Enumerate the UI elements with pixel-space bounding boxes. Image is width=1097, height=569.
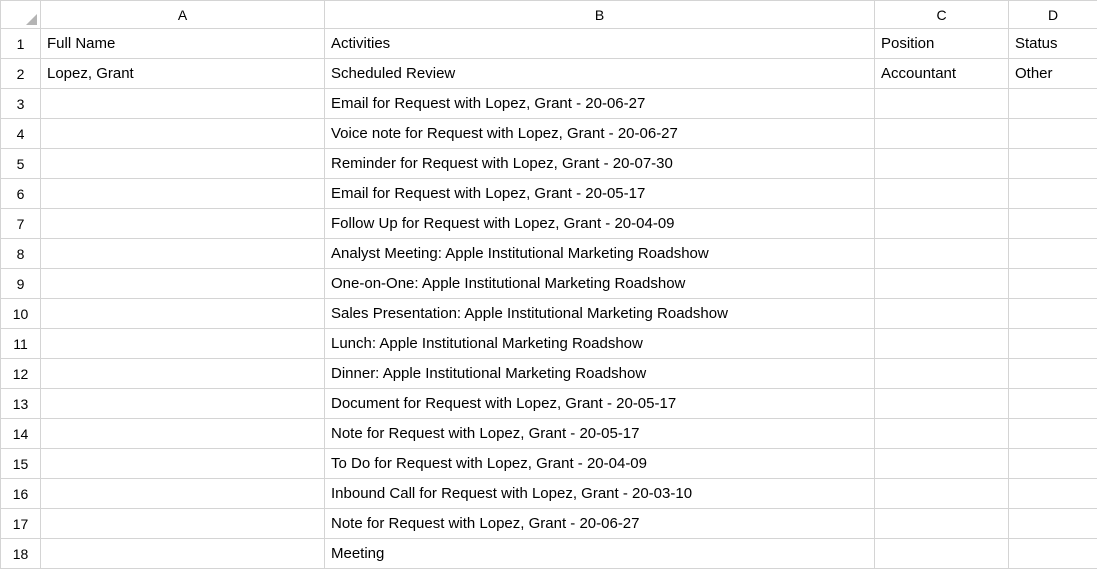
table-row[interactable]	[1, 119, 1097, 149]
cell-a11[interactable]	[41, 329, 325, 359]
cell-a16[interactable]	[41, 479, 325, 509]
row-header-15[interactable]: 15	[1, 449, 41, 479]
cell-c1[interactable]: Position	[875, 29, 1009, 59]
cell-a2[interactable]: Lopez, Grant	[41, 59, 325, 89]
row-header-7[interactable]: 7	[1, 209, 41, 239]
cell-d12[interactable]	[1009, 359, 1097, 389]
cell-d18[interactable]	[1009, 539, 1097, 569]
table-row[interactable]	[1, 29, 1097, 59]
cell-b11[interactable]: Lunch: Apple Institutional Marketing Roadshow	[325, 329, 875, 359]
table-row[interactable]	[1, 539, 1097, 569]
cell-c7[interactable]	[875, 209, 1009, 239]
cell-b1[interactable]: Activities	[325, 29, 875, 59]
cell-c18[interactable]	[875, 539, 1009, 569]
cell-b4[interactable]: Voice note for Request with Lopez, Grant - 20-06-27	[325, 119, 875, 149]
cell-c11[interactable]	[875, 329, 1009, 359]
column-header-a[interactable]: A	[41, 1, 325, 29]
cell-c16[interactable]	[875, 479, 1009, 509]
cell-a13[interactable]	[41, 389, 325, 419]
cell-d10[interactable]	[1009, 299, 1097, 329]
cell-b6[interactable]: Email for Request with Lopez, Grant - 20-05-17	[325, 179, 875, 209]
column-header-row	[1, 1, 1097, 29]
cell-d13[interactable]	[1009, 389, 1097, 419]
cell-b5[interactable]: Reminder for Request with Lopez, Grant - 20-07-30	[325, 149, 875, 179]
row-header-3[interactable]: 3	[1, 89, 41, 119]
row-header-17[interactable]: 17	[1, 509, 41, 539]
table-row[interactable]	[1, 449, 1097, 479]
table-row[interactable]	[1, 509, 1097, 539]
cell-a6[interactable]	[41, 179, 325, 209]
column-header-d[interactable]: D	[1009, 1, 1097, 29]
select-all-corner[interactable]	[1, 1, 41, 29]
row-header-8[interactable]: 8	[1, 239, 41, 269]
cell-c9[interactable]	[875, 269, 1009, 299]
table-row[interactable]	[1, 479, 1097, 509]
row-header-1[interactable]: 1	[1, 29, 41, 59]
cell-b16[interactable]: Inbound Call for Request with Lopez, Grant - 20-03-10	[325, 479, 875, 509]
cell-c17[interactable]	[875, 509, 1009, 539]
cell-a3[interactable]	[41, 89, 325, 119]
cell-a7[interactable]	[41, 209, 325, 239]
cell-a5[interactable]	[41, 149, 325, 179]
cell-c14[interactable]	[875, 419, 1009, 449]
column-header-c[interactable]: C	[875, 1, 1009, 29]
cell-b7[interactable]: Follow Up for Request with Lopez, Grant - 20-04-09	[325, 209, 875, 239]
cell-d6[interactable]	[1009, 179, 1097, 209]
cell-a4[interactable]	[41, 119, 325, 149]
cell-d16[interactable]	[1009, 479, 1097, 509]
row-header-18[interactable]: 18	[1, 539, 41, 569]
row-header-6[interactable]: 6	[1, 179, 41, 209]
row-header-12[interactable]: 12	[1, 359, 41, 389]
row-header-2[interactable]: 2	[1, 59, 41, 89]
table-row[interactable]	[1, 149, 1097, 179]
cell-d1[interactable]: Status	[1009, 29, 1097, 59]
cell-b8[interactable]: Analyst Meeting: Apple Institutional Marketing Roadshow	[325, 239, 875, 269]
cell-d5[interactable]	[1009, 149, 1097, 179]
cell-a17[interactable]	[41, 509, 325, 539]
cell-d2[interactable]: Other	[1009, 59, 1097, 89]
cell-b12[interactable]: Dinner: Apple Institutional Marketing Roadshow	[325, 359, 875, 389]
cell-d4[interactable]	[1009, 119, 1097, 149]
row-header-16[interactable]: 16	[1, 479, 41, 509]
corner-triangle-icon	[26, 14, 37, 25]
cell-c8[interactable]	[875, 239, 1009, 269]
cell-c5[interactable]	[875, 149, 1009, 179]
cell-b3[interactable]: Email for Request with Lopez, Grant - 20-06-27	[325, 89, 875, 119]
cell-d14[interactable]	[1009, 419, 1097, 449]
cell-b17[interactable]: Note for Request with Lopez, Grant - 20-06-27	[325, 509, 875, 539]
cell-a9[interactable]	[41, 269, 325, 299]
row-header-14[interactable]: 14	[1, 419, 41, 449]
cell-d3[interactable]	[1009, 89, 1097, 119]
cell-b13[interactable]: Document for Request with Lopez, Grant - 20-05-17	[325, 389, 875, 419]
cell-d7[interactable]	[1009, 209, 1097, 239]
cell-a10[interactable]	[41, 299, 325, 329]
row-header-4[interactable]: 4	[1, 119, 41, 149]
row-header-5[interactable]: 5	[1, 149, 41, 179]
row-header-10[interactable]: 10	[1, 299, 41, 329]
cell-a15[interactable]	[41, 449, 325, 479]
cell-c12[interactable]	[875, 359, 1009, 389]
sheet-body	[1, 29, 1097, 569]
cell-b9[interactable]: One-on-One: Apple Institutional Marketing Roadshow	[325, 269, 875, 299]
cell-d17[interactable]	[1009, 509, 1097, 539]
table-row[interactable]	[1, 89, 1097, 119]
row-header-11[interactable]: 11	[1, 329, 41, 359]
table-row[interactable]	[1, 209, 1097, 239]
cell-c2[interactable]: Accountant	[875, 59, 1009, 89]
cell-c10[interactable]	[875, 299, 1009, 329]
table-row[interactable]	[1, 419, 1097, 449]
cell-b15[interactable]: To Do for Request with Lopez, Grant - 20-04-09	[325, 449, 875, 479]
column-header-b[interactable]: B	[325, 1, 875, 29]
cell-b2[interactable]: Scheduled Review	[325, 59, 875, 89]
cell-d11[interactable]	[1009, 329, 1097, 359]
cell-d15[interactable]	[1009, 449, 1097, 479]
cell-a1[interactable]: Full Name	[41, 29, 325, 59]
cell-b10[interactable]: Sales Presentation: Apple Institutional Marketing Roadshow	[325, 299, 875, 329]
cell-b18[interactable]: Meeting	[325, 539, 875, 569]
cell-d8[interactable]	[1009, 239, 1097, 269]
cell-a12[interactable]	[41, 359, 325, 389]
table-row[interactable]	[1, 269, 1097, 299]
cell-a14[interactable]	[41, 419, 325, 449]
row-header-9[interactable]: 9	[1, 269, 41, 299]
table-row[interactable]	[1, 239, 1097, 269]
cell-a18[interactable]	[41, 539, 325, 569]
row-header-13[interactable]: 13	[1, 389, 41, 419]
table-row[interactable]	[1, 329, 1097, 359]
table-row[interactable]	[1, 59, 1097, 89]
cell-c6[interactable]	[875, 179, 1009, 209]
table-row[interactable]	[1, 389, 1097, 419]
table-row[interactable]	[1, 299, 1097, 329]
table-row[interactable]	[1, 179, 1097, 209]
table-row[interactable]	[1, 359, 1097, 389]
cell-d9[interactable]	[1009, 269, 1097, 299]
cell-c3[interactable]	[875, 89, 1009, 119]
cell-a8[interactable]	[41, 239, 325, 269]
cell-b14[interactable]: Note for Request with Lopez, Grant - 20-05-17	[325, 419, 875, 449]
cell-c13[interactable]	[875, 389, 1009, 419]
cell-c4[interactable]	[875, 119, 1009, 149]
cell-c15[interactable]	[875, 449, 1009, 479]
